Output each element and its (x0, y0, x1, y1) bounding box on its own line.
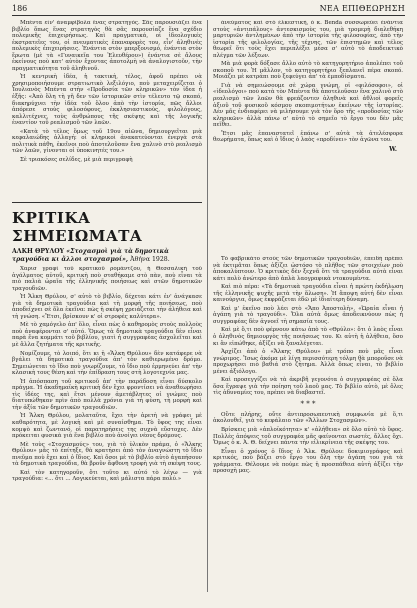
paragraph: Σὲ τριακόσες σελίδες, μὲ μιὰ περιγραφὴ (20, 156, 133, 163)
column-divider (207, 20, 208, 592)
paragraph: Μὰ μιὰ φορὰ δόξασε ἄλλο αὐτὸ τὸ κατηγορητήριο ἀπολέπει τοῦ σκοποῦ του. Ἡ μᾶλλον, τὸ κατηγορητήριο ξεπλανεῖ πέρα σκοπό. Μοιάζει μὲ κατράπι ποὺ ξεφεύγει ἀπ' τὰ ἐμποδίσματα. (213, 61, 403, 81)
paragraph: Ἡ Ἄλκη Θρύλου, μολαταῦτα, ἔχει τὴν ἀρετὴ νὰ γράφει μὲ καθαρότητα, μὲ λογικὴ καὶ μὲ συναίσθημα. Τὸ ὕφος της εἶναι κομψὸ καὶ ζωντανό, οἱ παρατηρήσεις της συχνὰ εὔστοχες. Δὲν πρόκειται φυσικὰ γιὰ ἕνα βιβλίο ποὺ ἀνοίγει νέους δρόμους. (12, 413, 202, 440)
paragraph: Ἀρχίζει ἀπὸ ὁ «Ἄλκης Θρύλου» μὲ τρόπο ποὺ μᾶς εἶναι γνώριμος. Ἴσως ἀκόμα μὲ λίγη περισσότερη τόλμη θὰ μποροῦσε νὰ προχωρήσει πιὸ βαθιά στὸ ζήτημα. Ἀλλὰ ὅπως εἶναι, τὸ βιβλίο μένει ἀξιόλογο. (213, 349, 403, 375)
paragraph: «Κατὰ τὸ τέλος ὅμως τοῦ 19ου αἰῶνα, δημιουργεῖται μιὰ κεφαλαιώδης ἀλλαγή: οἱ κληρικοὶ ἀνακατεύονται ἐνεργὰ στὰ πολιτικὰ πάθη, ἐκεῖνοι ποὺ ἀποτελοῦσαν ἕνα χαλινὸ στὸ ρεαλισμὸ τῶν λαῶν, γίνονται οἱ ὑποκινητές του.» (12, 128, 202, 155)
paragraph: Ἡ ἀπόσπαση τοῦ κριτικοῦ ἀπ' τὴν παράδοση εἶναι δύσκολο πράγμα. Ἡ ἀκαδημαϊκὴ κριτικὴ δὲν ἔχει φροντίσει νὰ ἀναθεωρήσει τὶς ἰδέες της, καὶ ἔτσι μένουν ἀμετάβλητες οἱ γνώμες ποὺ διατυπώθηκαν πρὶν ἀπὸ πολλὰ χρόνια γιὰ τὴ φύση, τὴ μορφὴ καὶ τὴν ἀξία τῶν δημοτικῶν τραγουδιῶν. (12, 378, 202, 411)
paragraph: Μὲ τοὺς «Στοχασμούς» του, γιὰ τὸ ὑλικὸν πράμα, ὁ «Ἄλκης Θρύλου» μᾶς τὸ ἐπίτηξε, θὰ κρατήσει ἀπὸ τὸν ἀναγνώστη τὸ ἴδιο πνεῦμα ποὺ ἔχει καὶ ὁ ἴδιος. Καὶ ὅσοι μὲ τὸ βιβλίο αὐτὸ ἀγαπήσουν τὰ δημοτικὰ τραγούδια, θὰ βροῦν ἄφθονη τροφὴ γιὰ τὴ σκέψη τους. (12, 441, 202, 468)
paragraph: Καὶ προσεγγίζει νὰ τὰ ἀκριβῆ γεγονότα ὁ συγγραφέας σὲ ὅλα ὅσα ἔγραψε γιὰ τὴν ποίηση τοῦ λαοῦ μας. Τὸ βιβλίο αὐτὸ, μὲ ὅλες τὶς ἀδυναμίες του, πρέπει νὰ διαβαστεῖ. (213, 377, 403, 397)
review-year: Ἀθήνα 1928. (130, 255, 170, 263)
paragraph: Καὶ τὸν κατηγοροῦν, ὅτι τοῦτο κι αὐτό τὸ λέγω — γιὰ τραγούδια: «... ὅτι ... Λογικεύεται, καὶ μάλιστα πάρα πολύ.» (12, 469, 202, 483)
left-column (12, 20, 202, 608)
review-body (12, 266, 202, 608)
section-title: ΚΡΙΤΙΚΑ ΣΗΜΕΙΩΜΑΤΑ (12, 209, 143, 245)
paragraph: Οὔτε πλήρης, οὔτε ἀντιπροσωπευτικὴ συμφωνία μὲ ὅ,τι ἀκολουθεῖ, γιὰ τὸ κεφάλαιο τῶν «Ἄλλων Στοχασμῶν». (213, 411, 403, 425)
section-rule (12, 202, 202, 203)
header-rule (12, 15, 405, 16)
paragraph: Μὲ τὸ χαμόγελο ἀπ' ὅλο, εἶναι πὼς ὁ καθηρομὸς στοὺς πολλοὺς ποὺ ἀναφέρονται σ' αὐτό. Ὅμως τὰ δημοτικὰ τραγούδια δὲν εἶναι παρὰ ἕνα κομμάτι τοῦ βιβλίου, γιατὶ ἡ συγγραφέας ἀσχολεῖται καὶ μὲ ἄλλα ζητήματα τῆς κριτικῆς. (12, 322, 202, 349)
article-conclusion (213, 20, 403, 250)
paragraph: Εἶναι ὁ χρόνος ὁ ἴδιος ὁ Ἄλκ. Θρύλου: δοκιμιογράφος καὶ κριτικός, ποὺ βάζει στὸ ἔργο του ὅλη τὴν ἀγάπη του γιὰ τὰ γράμματα. Θέλουμε νὰ πούμε πὼς ἡ προσπάθεια αὐτὴ ἀξίζει τὴν προσοχὴ μας. (213, 448, 403, 475)
paragraph: Βρίσκεις μιὰ «ἀπλοϊκότητα» κ' «ἀλήθεια» σὲ ὅλο αὐτὸ τὸ ὕφος. Πολλὲς ἀπόψεις τοῦ συγγραφέα μᾶς φαίνονται σωστές, ἄλλες ὄχι. Ὅμως ὁ κ. Ἀ. Θ. δείχνει πάντα τὴν εἰλικρίνεια τῆς σκέψης του. (213, 427, 403, 447)
review-book-title: «Στοχασμοὶ γιὰ τὰ δημοτικὰ τραγούδια κι ἄλλοι στοχασμοί», (12, 248, 169, 263)
paragraph: Ἡ κεντρικὴ ἰδέα, ἡ τακτικὴ, τέλος, ἀφοῦ πρέπει νὰ χρησιμοποιήσουμε στρατιωτικὸ λεξιλόγιο, ποὺ μεταχειρίζεται ὁ Ἰουλιανὸς Μπέντα στὴν «Προδοσία τῶν κληρικῶν» τὸν ἰδεα ἡ ἑξῆς: «Ἀπὸ ὅλη τὴ γῆ δεν τῶν ἱστορικῶν στὶν τέλευτο τῷ σκοπό, διακηρύχνει τὴν ἰδέα τοῦ ὅλου ἀπὸ τὴν ἱστορία, πῶς ἄλλοι ἀπόρεσε στοὺς φιλοσόφους, ἐκκλησιαστικοὺς, φιλολόγους, καλλιτέχνες, τοὺς ἀνθρώπους τῆς σκέψης καὶ τῆς λογικῆς ἐναντίον τοῦ ρεαλισμοῦ τῶν λαῶν. (12, 74, 202, 127)
paragraph: Καὶ μὲ ὅ,τι ποὺ φέρνουν κάτω ἀπὸ τὸ «Θρύλο»: ὅτι ὁ λαὸς εἶναι ὁ ἀληθινὸς δημιουργὸς τῆς ποιήσεως του. Κι αὐτὴ ἡ ἀλήθεια, ὅσο κι ἂν εἰπώθηκε, ἀξίζει νὰ ξαναλέγεται. (213, 327, 403, 347)
review-author: ΑΛΚΗ ΘΡΥΛΟΥ (12, 248, 65, 255)
paragraph: Μπέντα εἶν' ἀναμφίβολα ἕνας στρατηγός. Σᾶς παρουσιάζει ἕνα βιβλίο ὅπως ἕνας στρατηγὸς θὰ σᾶς παρουσίαζε ἕνα σχέδιο πολεμικῆς ἐπιχειρήσεως. Καὶ πραγματικά, οἱ ἰδεολογικές ἐκστρατεῖες του, οἱ πνευματικὲς ἐπαναφορὲς του, εἶν' ἀληθινὲς πολεμικὲς ἐπιχειρήσεις. Ἐνάντια στὸν μπερξονισμό, ἐνάντια στὸν ἔρωτα (μὲ τὰ «Γυναικεῖα του Ἐλευθέρου») ἐνάντια σὲ ἄλους ἐκείνους ποὺ κατ' αὐτὸν ἔχοντας ἀποτολμὴ νὰ ἀναλογιστοῦν, τὴν πραγματικότητα τοῦ ἀληθινοῦ. (12, 20, 202, 72)
section-divider-stars: * * * (300, 399, 316, 408)
paragraph: Καὶ πιὸ πέρα: «Τὰ δημοτικὰ τραγούδια εἶναι ἡ πρώτη ἐκδήλωση τῆς ἑλληνικῆς ψυχῆς μετὰ τὴν ἅλωση». Ἡ ἄποψη αὐτή δὲν εἶναι καινούργια, ὅμως ἐκφράζεται ἐδῶ μὲ ἰδιαίτερη δύναμη. (213, 284, 403, 304)
paragraph: Ἡ Ἄλκη Θρύλου, σ' αὐτὸ τὸ βιβλίο, δέχεται κάτι ἐν' ἀνάγκασε γιὰ τὰ δημοτικὰ τραγούδια καὶ τὴ μορφὴ τῆς ποιήσεως, ποὺ ἀποδείχνει σὲ ὅλα ἐκεῖνα: πὼς ἡ σκέψη χρειάζεται τὴν ἀλήθεια καὶ τὴ γνώση. «Ἔτσι, βρίσκουν κ' οἱ στροφὲς καλύτερα». (12, 294, 202, 320)
right-column (213, 20, 403, 590)
page-number: 186 (12, 4, 28, 13)
review-heading (12, 248, 202, 263)
author-signature: W. (389, 145, 397, 153)
journal-title: ΝΕΑ ΕΠΙΘΕΩΡΗΣΗ (319, 4, 405, 13)
continued-article (12, 20, 202, 198)
paragraph: Νομίζουμε, τὸ λοιπό, ὅτι κι ἡ «Ἄλκη Θρύλου» δὲν κατάφερε νὰ βγάλει τὰ δημοτικὰ τραγούδια ἀπ' τὸν καθιερωμένο δρόμο. Σημειώνεται τὸ ἴδιο ποὺ γνωρίζουμε, τὸ ἴδιο ποὺ ἐρμηνεύει ἀπ' τὴν κλασικὴ τους θέση καὶ τὴν ἐπίδραση τους στὴ λογοτεχνία μας. (12, 350, 202, 377)
paragraph: ἀνεύματος καὶ στὸ ἐλκεστικὴ, ὁ κ. Bendа συσσωρεύει ἐνάντια στοὺς «ἀντιπάλους» ἀντεσκισμοὺς του, μιὰ τρομερὴ διαλεθήκη μαρτυριῶν ἀντλημένων ἀπὸ τὴν ἱστορία τῆς φιλοσοφίας, ἀπὸ τὴν ἱστορία τῆς φιλολογίας, τῆς τέχνης, τῶν ἐπιστημῶν καὶ τέλος θεωρεῖ ὅτι τοὺς ἔχει περιπλέξει μέσα σ' αὐτὸ τὸ ἀποδεικτικὸ πλέγμα τῶν λέξεων. (213, 20, 403, 59)
paragraph: Χαρισ γραφί τοῦ κρατικοῦ ρομάντζου, ἡ Θεσσαλικὴ τοῦ ἀγάλματος αὐτοῦ, κριτικὴ ποὺ σταθήκαμε στὸ πὰν, ποὺ εἶναι τὰ πιὸ παλιὰ ὡραῖα τῆς ἐλληνικῆς ποιήσεως καὶ στῶν δημοτικῶν τραγουδιῶν. (12, 266, 202, 292)
paragraph: Τὸ φαβρικάτο στοὺς τῶν δημοτικῶν τραγουδιῶν, ἐπειδὴ πρέπει νὰ ἐκτιμᾶται ὅπως ἀξίζει ὡστόσο τὸ πλῆθος τῶν στοιχείων ποὺ ἀποκαλύπτουν. Ὁ κριτικὸς δὲν ξεχνᾶ ὅτι τὰ τραγούδια αὐτὰ εἶναι κάτι πολὺ ἀνώτερο ἀπὸ ἁπλὰ λαογραφικὰ ντοκουμέντα. (213, 256, 403, 282)
paragraph: Καὶ μ' ἐκεῖνο ποὺ λέει στὸ «Ἄπο Ἀποστολὴ», «Ὡραία εἶναι ἡ ἀγάπη γιὰ τὸ τραγούδι». Ὅλα αὐτὰ ὅμως ἀποδεικνύουν πὼς ἡ συγγραφέας δὲν ἀγνοεῖ τὴ σημασία τους. (213, 305, 403, 325)
review-continuation (213, 256, 403, 590)
paragraph: Γιὰ νὰ σημειώσουμε σὲ χώρα γνώμη, οἱ «φιλόσοφοι», οἱ «ἰδεολόγοι» ποὺ κατὰ τὸν Μπέντα θὰ ἀποτελοῦσαν ἕνα χαλινὸ στὸ ρεαλισμὸ τῶν λαῶν θὰ φρεάζοντεν ἀληθινὰ καὶ ἀθλιοὶ φορεῖς ἀξιοῦ τοῦ φυσικοῦ κόσμου σκοπιμοτήτων ἐκείνων τῆς ἱστορίας. Δὲν μᾶς ἐνδιαφέρει νὰ μιλήσουμε γιὰ τὸν ὅρο τῆς «προδοσίας τῶν κληρικῶν» ἀλλὰ πάνω σ' αὐτὸ τὸ σημεῖο τὸ ἔργο του δὲν μᾶς πεῖθει. (213, 82, 403, 129)
paragraph: Ἔτσι μᾶς ἐπαναστατεῖ ἐπάνω σ' αὐτὰ τὰ ἀτελέσφορα θεωρήματα, ὅπως καὶ ὁ ἴδιος ὁ λαὸς «προδίνει» τὸν ἀγῶνα του. (213, 130, 403, 144)
